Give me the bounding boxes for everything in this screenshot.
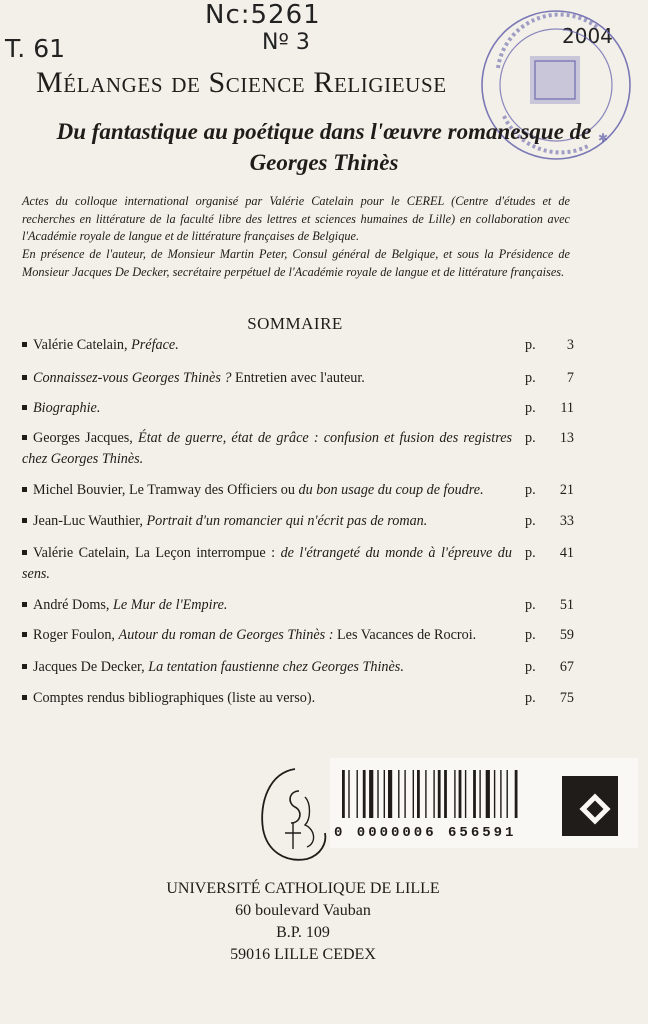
toc-page-prefix: p.	[525, 690, 536, 706]
toc-title: Le Mur de l'Empire.	[113, 597, 228, 613]
toc-title: État de guerre, état de grâce : confusion et fusion des registres chez Georges Thinès.	[22, 430, 513, 467]
journal-title: Mélanges de Science Religieuse	[36, 66, 447, 99]
toc-entry-text	[22, 657, 512, 678]
toc-page-number: 67	[559, 659, 574, 675]
toc-entry-text	[22, 625, 512, 646]
toc-entry-text	[22, 398, 512, 419]
toc-page-prefix: p.	[525, 337, 536, 353]
barcode-number: 0 0000006 656591	[334, 825, 517, 841]
barcode-bars	[342, 770, 518, 818]
toc-title-roman: Les Vacances de Rocroi.	[336, 627, 477, 643]
toc-entry-text	[22, 595, 512, 616]
toc-title: de l'étrangeté du monde à l'épreuve du sens.	[22, 545, 512, 582]
bullet-icon	[22, 602, 27, 607]
toc-author: Comptes rendus bibliographiques	[33, 690, 224, 706]
bullet-icon	[22, 550, 27, 555]
toc-author: Jean-Luc Wauthier,	[33, 513, 143, 529]
handwritten-volume: T. 61	[5, 34, 66, 63]
toc-entry-text	[22, 368, 512, 389]
toc-page-prefix: p.	[525, 627, 536, 643]
toc-page-number: 13	[559, 430, 574, 446]
bullet-icon	[22, 695, 27, 700]
toc-page-number: 11	[560, 400, 574, 416]
handwritten-year: 2004	[562, 24, 613, 48]
bullet-icon	[22, 435, 27, 440]
toc-title: Portrait d'un romancier qui n'écrit pas de roman.	[146, 513, 428, 529]
toc-author: Roger Foulon,	[33, 627, 115, 643]
toc-page-prefix: p.	[525, 513, 536, 529]
toc-page-prefix: p.	[525, 482, 536, 498]
toc-entry-text	[22, 335, 512, 356]
toc-entry-text	[22, 543, 512, 585]
address-city: 59016 LILLE CEDEX	[230, 946, 376, 963]
toc-page-number: 33	[559, 513, 574, 529]
bullet-icon	[22, 487, 27, 492]
toc-author: Valérie Catelain,	[33, 545, 130, 561]
address-box: B.P. 109	[276, 924, 330, 941]
bullet-icon	[22, 342, 27, 347]
bullet-icon	[22, 375, 27, 380]
toc-page-number: 3	[566, 337, 574, 353]
handwritten-call-number: Nc:5261	[205, 0, 321, 30]
toc-author: Michel Bouvier,	[33, 482, 126, 498]
toc-entry-text	[22, 480, 512, 501]
toc-page-prefix: p.	[525, 597, 536, 613]
toc-page-prefix: p.	[525, 400, 536, 416]
bullet-icon	[22, 664, 27, 669]
intro-paragraph-2: En présence de l'auteur, de Monsieur Martin Peter, Consul général de Belgique, et sous la Présidence de Monsieur Jacques De Decker, secrétaire perpétuel de l'Académie royale de langue et de littérature françaises.	[22, 247, 570, 279]
toc-page-number: 21	[559, 482, 574, 498]
toc-author: Jacques De Decker,	[33, 659, 145, 675]
toc-page-number: 7	[566, 370, 574, 386]
svg-text:✱: ✱	[598, 131, 609, 145]
toc-page-number: 59	[559, 627, 574, 643]
toc-page-prefix: p.	[525, 430, 536, 446]
sommaire-heading: SOMMAIRE	[247, 314, 343, 333]
toc-title-rest: (liste au verso).	[227, 690, 316, 706]
address-street: 60 boulevard Vauban	[235, 902, 371, 919]
toc-page-prefix: p.	[525, 370, 536, 386]
address-institution: UNIVERSITÉ CATHOLIQUE DE LILLE	[166, 880, 440, 897]
toc-title: du bon usage du coup de foudre.	[298, 482, 484, 498]
toc-title-roman: La Leçon interrompue :	[134, 545, 276, 561]
library-barcode	[330, 758, 638, 848]
toc-title: Préface.	[131, 337, 179, 353]
toc-entry-text	[22, 428, 512, 470]
bullet-icon	[22, 632, 27, 637]
bullet-icon	[22, 405, 27, 410]
toc-title: Connaissez-vous Georges Thinès ?	[33, 370, 232, 386]
toc-author: Georges Jacques,	[33, 430, 133, 446]
toc-page-prefix: p.	[525, 545, 536, 561]
toc-title-roman: Le Tramway des Officiers ou	[128, 482, 295, 498]
publisher-address	[0, 878, 606, 966]
handwritten-number: Nº 3	[262, 30, 310, 55]
university-logo	[255, 763, 331, 867]
toc-title: Biographie.	[33, 400, 101, 416]
intro-paragraph-1: Actes du colloque international organisé par Valérie Catelain pour le CEREL (Centre d'études et de recherches en littérature de la faculté libre des lettres et sciences humaines de Lille) en collaboration avec l'Académie royale de langue et de littérature françaises de Belgique.	[22, 194, 570, 244]
toc-title-rest: Entretien avec l'auteur.	[235, 370, 365, 386]
toc-entry-text	[22, 688, 512, 709]
toc-title: La tentation faustienne chez Georges Thinès.	[148, 659, 404, 675]
toc-page-number: 75	[559, 690, 574, 706]
toc-author: Valérie Catelain,	[33, 337, 128, 353]
toc-title: Autour du roman de Georges Thinès :	[118, 627, 334, 643]
bullet-icon	[22, 518, 27, 523]
toc-entry-text	[22, 511, 512, 532]
issue-title: Du fantastique au poétique dans l'œuvre romanesque de Georges Thinès	[56, 119, 592, 175]
intro-text	[22, 193, 570, 282]
toc-page-number: 51	[559, 597, 574, 613]
toc-page-prefix: p.	[525, 659, 536, 675]
toc-author: André Doms,	[33, 597, 110, 613]
toc-page-number: 41	[559, 545, 574, 561]
